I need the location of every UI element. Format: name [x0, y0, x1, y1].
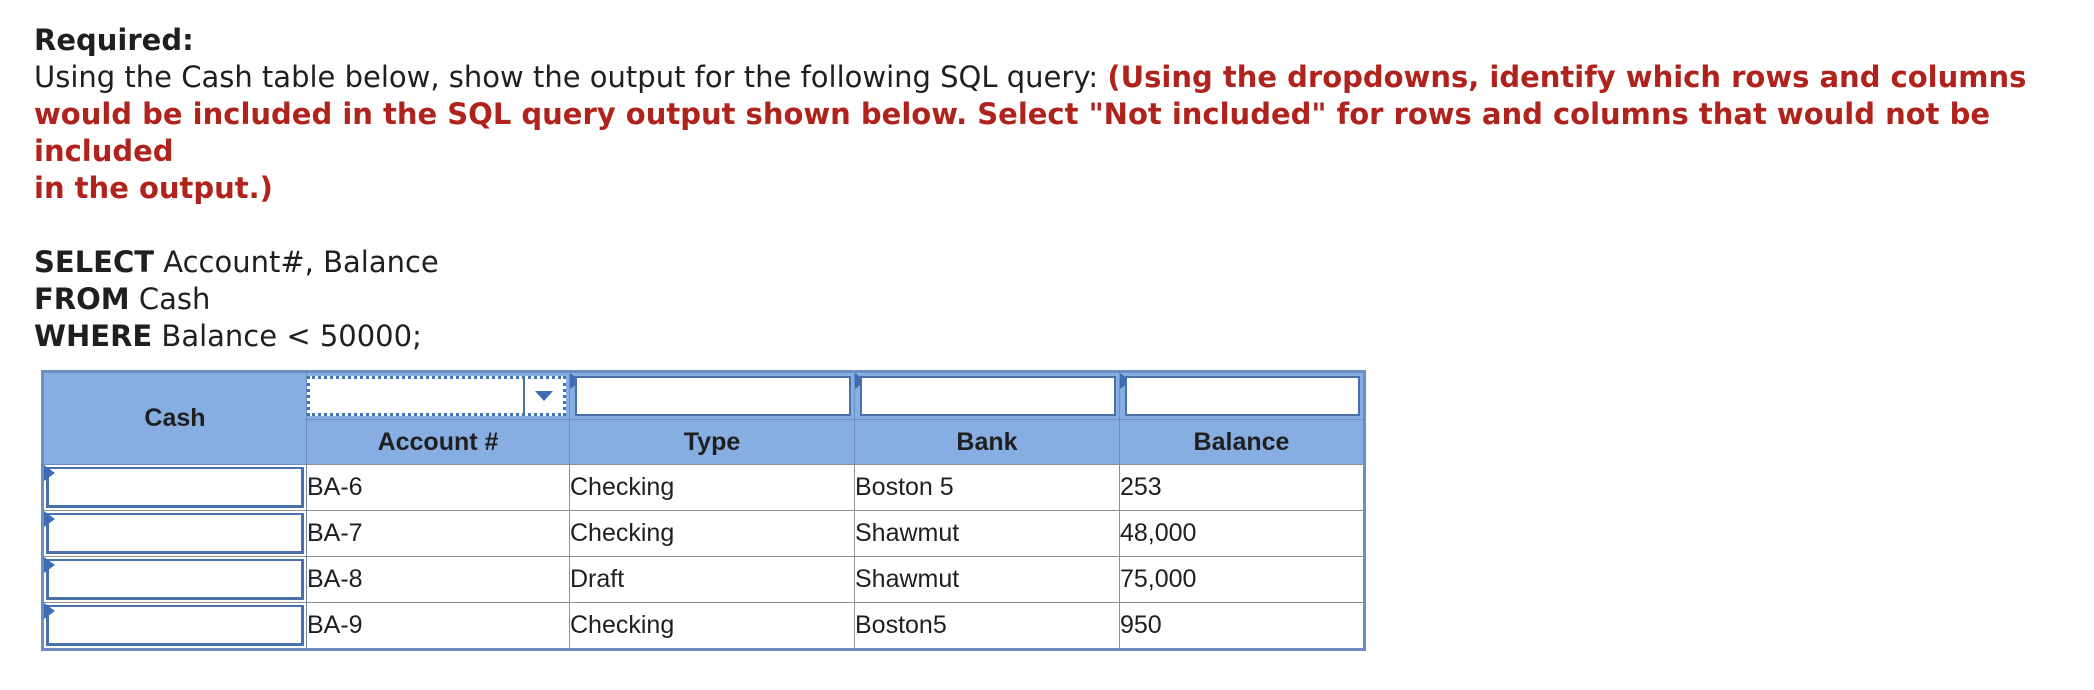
instruction-text: [34, 59, 2034, 207]
row-dropdown[interactable]: [46, 605, 304, 646]
column-header-account: Account #: [307, 420, 570, 465]
table-row: [43, 557, 1365, 603]
cell-account: BA-9: [307, 603, 570, 650]
cell-account: BA-6: [307, 465, 570, 511]
table-row: [43, 465, 1365, 511]
sql-select-line: [34, 244, 2034, 281]
sql-from-table: Cash: [129, 282, 211, 316]
cell-balance: 75,000: [1120, 557, 1365, 603]
cell-bank: Boston 5: [855, 465, 1120, 511]
instruction-red-3: in the output.): [34, 171, 273, 205]
column-header-bank: Bank: [855, 420, 1120, 465]
column-header-type: Type: [570, 420, 855, 465]
row-dropdown-cell: [43, 603, 307, 650]
cell-account: BA-7: [307, 511, 570, 557]
triangle-marker-icon: [44, 557, 55, 573]
dropdown-button[interactable]: [523, 379, 563, 413]
instruction-red-2: would be included in the SQL query output shown below. Select "Not included" for rows and columns that would not be included: [34, 97, 1991, 168]
cell-bank: Shawmut: [855, 557, 1120, 603]
sql-select-columns: Account#, Balance: [154, 245, 439, 279]
table-row: [43, 603, 1365, 650]
row-dropdown[interactable]: [46, 467, 304, 508]
instructions: [34, 22, 2034, 355]
row-dropdown[interactable]: [46, 513, 304, 554]
instruction-red-1: (Using the dropdowns, identify which rows and columns: [1107, 60, 2027, 94]
cash-table: [41, 370, 1366, 651]
required-heading: Required:: [34, 23, 194, 57]
column-dropdown-balance[interactable]: [1125, 376, 1360, 416]
table-row: [43, 511, 1365, 557]
sql-select-keyword: SELECT: [34, 245, 155, 279]
column-dropdown-cell-balance: [1120, 372, 1365, 420]
cell-type: Checking: [570, 603, 855, 650]
row-dropdown-cell: [43, 511, 307, 557]
cell-bank: Boston5: [855, 603, 1120, 650]
cell-type: Checking: [570, 511, 855, 557]
sql-from-line: [34, 281, 2034, 318]
sql-query: [34, 244, 2034, 355]
table-title-cell: [43, 372, 307, 465]
column-dropdown-cell-account: [307, 372, 570, 420]
column-dropdown-bank[interactable]: [860, 376, 1116, 416]
sql-where-keyword: WHERE: [34, 319, 153, 353]
row-dropdown-cell: [43, 557, 307, 603]
sql-from-keyword: FROM: [34, 282, 130, 316]
cell-bank: Shawmut: [855, 511, 1120, 557]
sql-where-condition: Balance < 50000;: [152, 319, 422, 353]
triangle-marker-icon: [44, 511, 55, 527]
row-dropdown[interactable]: [46, 559, 304, 600]
column-dropdown-row: [43, 372, 1365, 420]
column-header-balance: Balance: [1120, 420, 1365, 465]
cell-balance: 253: [1120, 465, 1365, 511]
cell-balance: 48,000: [1120, 511, 1365, 557]
column-dropdown-cell-bank: [855, 372, 1120, 420]
cell-type: Draft: [570, 557, 855, 603]
sql-where-line: [34, 318, 2034, 355]
instruction-plain: Using the Cash table below, show the output for the following SQL query:: [34, 60, 1108, 94]
column-dropdown-cell-type: [570, 372, 855, 420]
row-dropdown-cell: [43, 465, 307, 511]
cell-balance: 950: [1120, 603, 1365, 650]
chevron-down-icon: [535, 391, 553, 401]
column-dropdown-account[interactable]: [307, 376, 566, 416]
triangle-marker-icon: [44, 465, 55, 481]
table-title: Cash: [144, 404, 206, 432]
cell-account: BA-8: [307, 557, 570, 603]
column-dropdown-type[interactable]: [575, 376, 851, 416]
cell-type: Checking: [570, 465, 855, 511]
triangle-marker-icon: [44, 603, 55, 619]
